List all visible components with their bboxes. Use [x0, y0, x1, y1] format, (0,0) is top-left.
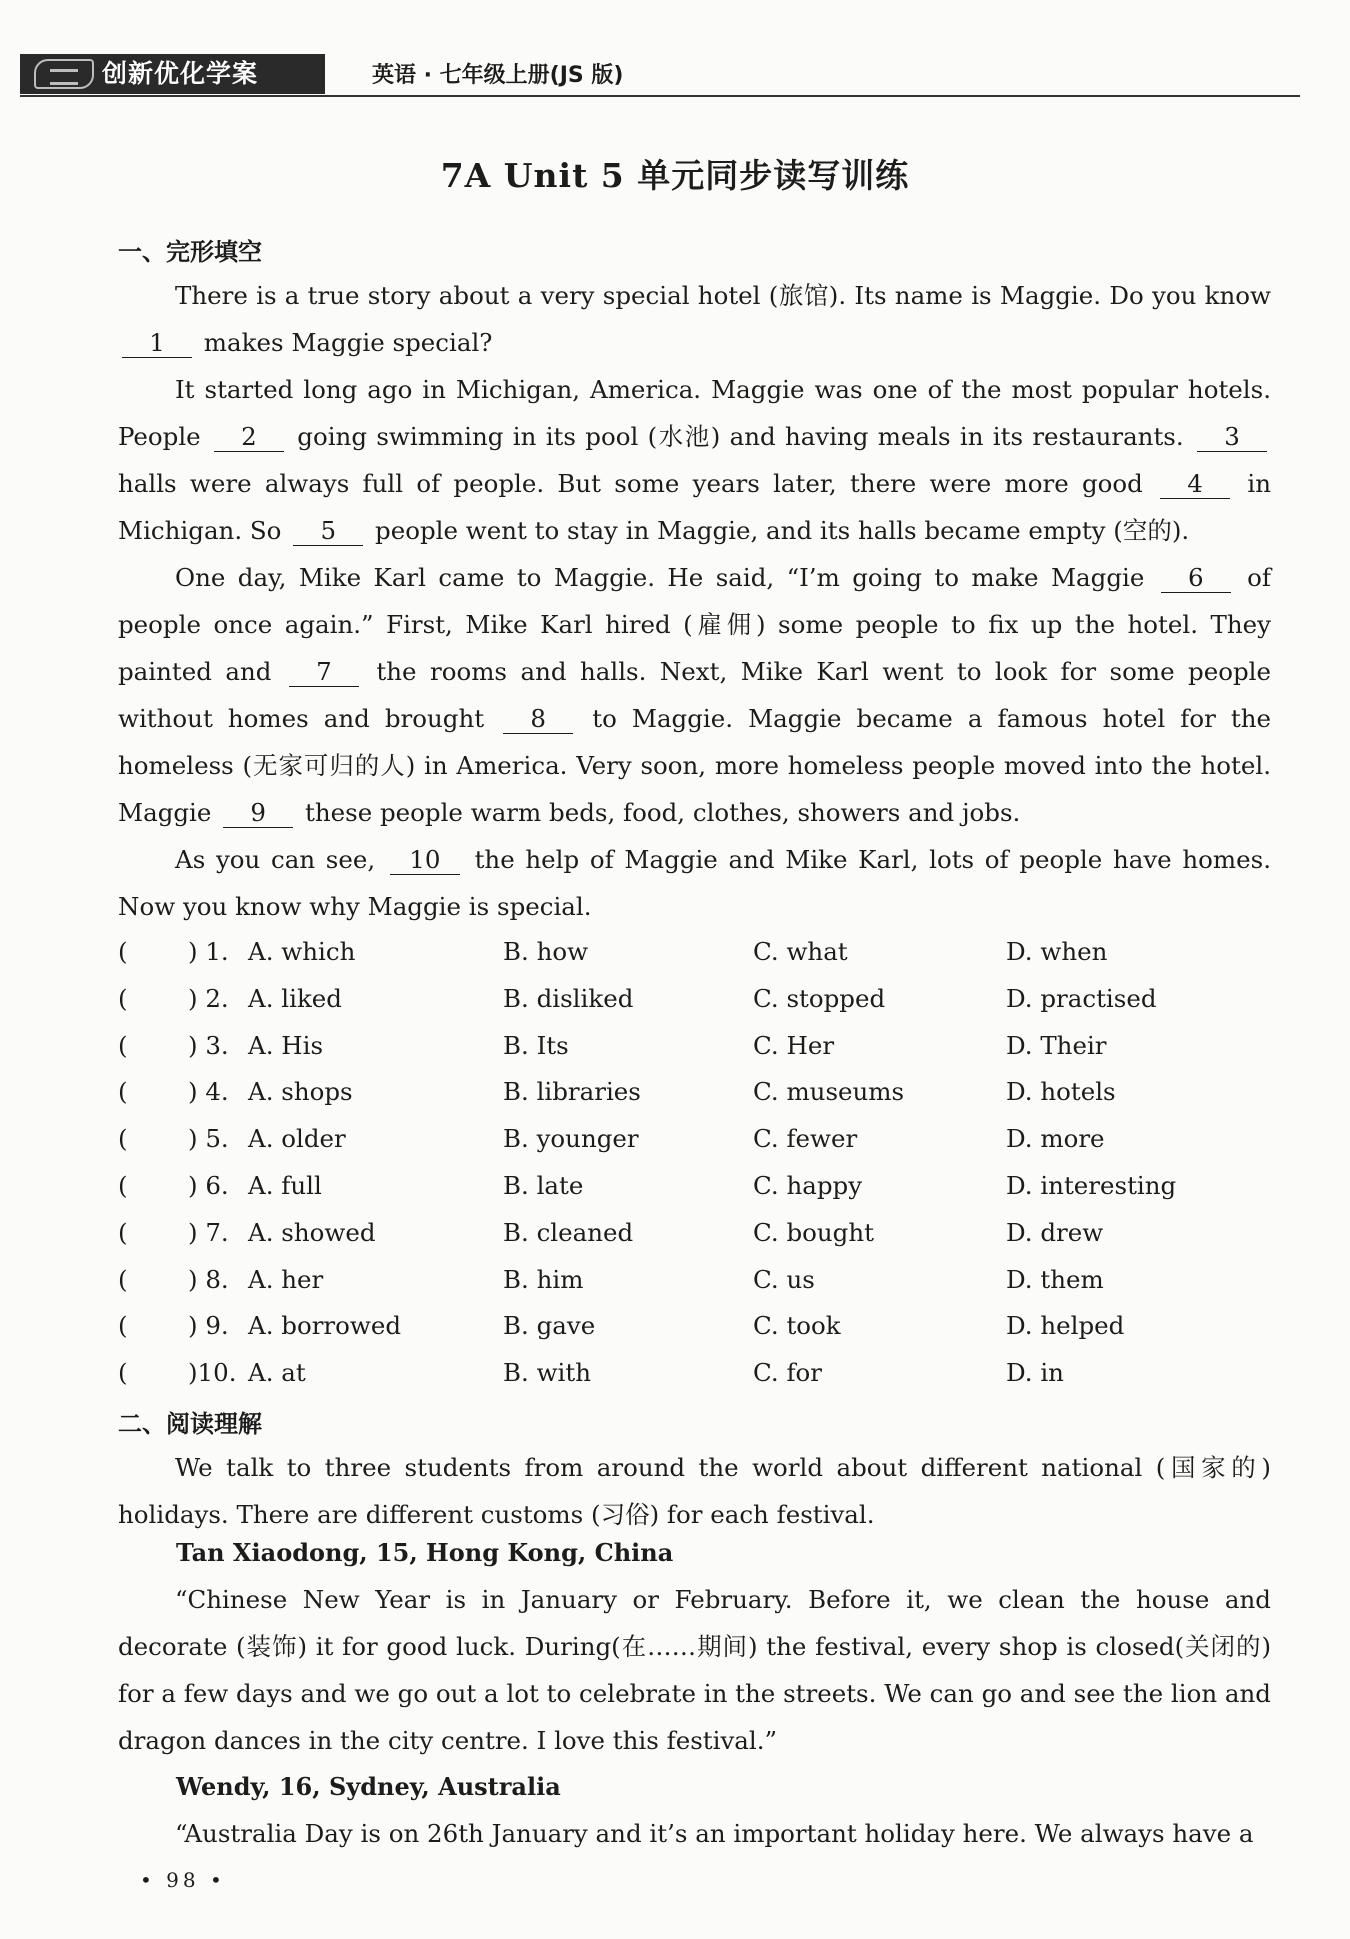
option-b: B. how — [503, 937, 589, 966]
option-c: C. stopped — [753, 983, 886, 1013]
blank-1: 1 — [122, 329, 192, 358]
option-a: A. shops — [248, 1077, 353, 1107]
option-a: A. full — [248, 1170, 322, 1200]
answer-bracket[interactable]: ( — [118, 1030, 128, 1060]
option-b: B. late — [503, 1170, 584, 1200]
question-number: ) 2. — [188, 983, 229, 1013]
section-heading-cloze: 一、完形填空 — [118, 238, 262, 266]
speaker-quote: “Australia Day is on 26th January and it’s an important holiday here. We always have a — [175, 1819, 1254, 1848]
option-a: A. older — [248, 1124, 346, 1154]
option-c: C. fewer — [753, 1124, 858, 1154]
question-number: ) 3. — [188, 1030, 229, 1060]
blank-9: 9 — [223, 799, 293, 828]
blank-8: 8 — [503, 705, 573, 734]
cloze-paragraph-1: There is a true story about a very special hotel (旅馆). Its name is Maggie. Do you know 1 makes Maggie special? — [118, 272, 1271, 366]
question-number: ) 7. — [188, 1217, 229, 1247]
reading-intro: We talk to three students from around the world about different national (国家的) holidays. There are different customs (习俗) for each festival. — [118, 1453, 1271, 1529]
page-header — [20, 52, 1300, 98]
speaker-quote: “Chinese New Year is in January or February. Before it, we clean the house and decorate (装饰) it for good luck. During(在……期间) the festival, every shop is closed(关闭的) for a few days and we go out a lot to celebrate in the streets. We can go and see the lion and dragon dances in the city centre. I love this festival.” — [118, 1585, 1271, 1755]
question-number: ) 5. — [188, 1124, 229, 1154]
question-row — [118, 1350, 1271, 1397]
option-c: C. happy — [753, 1170, 863, 1200]
answer-bracket[interactable]: ( — [118, 1217, 128, 1247]
blank-6: 6 — [1161, 564, 1231, 593]
question-row — [118, 1116, 1271, 1163]
brand-logo-icon — [34, 59, 94, 89]
speaker-heading: Tan Xiaodong, 15, Hong Kong, China — [176, 1538, 674, 1567]
option-b: B. with — [503, 1358, 592, 1388]
answer-bracket[interactable]: ( — [118, 937, 128, 966]
blank-7: 7 — [289, 658, 359, 687]
brand-text: 创新优化学案 — [102, 59, 259, 88]
option-c: C. what — [753, 937, 848, 966]
option-b: B. him — [503, 1264, 584, 1294]
question-row — [118, 1303, 1271, 1350]
option-a: A. showed — [248, 1217, 376, 1247]
option-c: C. took — [753, 1311, 841, 1341]
blank-2: 2 — [214, 423, 284, 452]
option-d: D. them — [1006, 1264, 1104, 1294]
cloze-paragraph-2: It started long ago in Michigan, America. Maggie was one of the most popular hotels. People 2 going swimming in its pool (水池) and having meals in its restaurants. 3 halls were always full of people. But some years later, there were more good 4 in Michigan. So 5 people went to stay in Maggie, and its halls became empty (空的). — [118, 375, 1271, 545]
section-heading-reading: 二、阅读理解 — [118, 1410, 262, 1438]
question-number: ) 8. — [188, 1264, 229, 1294]
answer-bracket[interactable]: ( — [118, 1311, 128, 1341]
answer-bracket[interactable]: ( — [118, 1264, 128, 1294]
subject-label: 英语 · 七年级上册(JS 版) — [372, 63, 624, 88]
header-divider — [20, 95, 1300, 97]
option-a: A. which — [248, 937, 356, 966]
option-d: D. when — [1006, 937, 1108, 966]
option-d: D. in — [1006, 1358, 1064, 1388]
answer-bracket[interactable]: ( — [118, 1358, 128, 1388]
blank-5: 5 — [293, 517, 363, 546]
option-c: C. museums — [753, 1077, 905, 1107]
question-row — [118, 1069, 1271, 1116]
blank-3: 3 — [1197, 423, 1267, 452]
option-b: B. disliked — [503, 983, 634, 1013]
answer-bracket[interactable]: ( — [118, 1124, 128, 1154]
option-d: D. Their — [1006, 1030, 1107, 1060]
question-row — [118, 976, 1271, 1023]
cloze-paragraph-3: One day, Mike Karl came to Maggie. He said, “I’m going to make Maggie 6 of people once again.” First, Mike Karl hired (雇佣) some people to fix up the hotel. They painted and 7 the rooms and halls. Next, Mike Karl went to look for some people without homes and brought 8 to Maggie. Maggie became a famous hotel for the homeless (无家可归的人) in America. Very soon, more homeless people moved into the hotel. Maggie 9 these people warm beds, food, clothes, showers and jobs. — [118, 563, 1272, 827]
option-c: C. us — [753, 1264, 815, 1294]
option-d: D. drew — [1006, 1217, 1104, 1247]
cloze-paragraph-4: As you can see, 10 the help of Maggie and Mike Karl, lots of people have homes. Now you know why Maggie is special. — [118, 845, 1271, 921]
option-b: B. Its — [503, 1030, 569, 1060]
option-b: B. libraries — [503, 1077, 641, 1107]
question-row — [118, 1023, 1271, 1070]
option-d: D. practised — [1006, 983, 1157, 1013]
question-number: ) 1. — [188, 937, 229, 966]
option-d: D. helped — [1006, 1311, 1125, 1341]
option-c: C. Her — [753, 1030, 835, 1060]
question-number: ) 6. — [188, 1170, 229, 1200]
option-a: A. His — [248, 1030, 324, 1060]
option-c: C. bought — [753, 1217, 874, 1247]
answer-bracket[interactable]: ( — [118, 1077, 128, 1107]
cloze-options — [118, 929, 1271, 1397]
question-row — [118, 1163, 1271, 1210]
option-a: A. borrowed — [248, 1311, 402, 1341]
option-d: D. hotels — [1006, 1077, 1116, 1107]
option-a: A. her — [248, 1264, 324, 1294]
option-c: C. for — [753, 1358, 822, 1388]
question-number: ) 4. — [188, 1077, 229, 1107]
question-number: )10. — [188, 1358, 237, 1388]
blank-10: 10 — [390, 846, 460, 875]
option-b: B. gave — [503, 1311, 596, 1341]
page-title: 7A Unit 5 单元同步读写训练 — [440, 156, 910, 195]
option-a: A. at — [248, 1358, 306, 1388]
answer-bracket[interactable]: ( — [118, 983, 128, 1013]
question-row — [118, 1257, 1271, 1304]
question-row — [118, 929, 1271, 976]
brand-banner — [20, 54, 325, 94]
question-number: ) 9. — [188, 1311, 229, 1341]
speaker-heading: Wendy, 16, Sydney, Australia — [176, 1772, 561, 1801]
answer-bracket[interactable]: ( — [118, 1170, 128, 1200]
option-d: D. interesting — [1006, 1170, 1177, 1200]
option-b: B. younger — [503, 1124, 639, 1154]
blank-4: 4 — [1160, 470, 1230, 499]
option-a: A. liked — [248, 983, 342, 1013]
option-b: B. cleaned — [503, 1217, 634, 1247]
page-number: • 98 • — [140, 1868, 226, 1892]
question-row — [118, 1210, 1271, 1257]
option-d: D. more — [1006, 1124, 1105, 1154]
